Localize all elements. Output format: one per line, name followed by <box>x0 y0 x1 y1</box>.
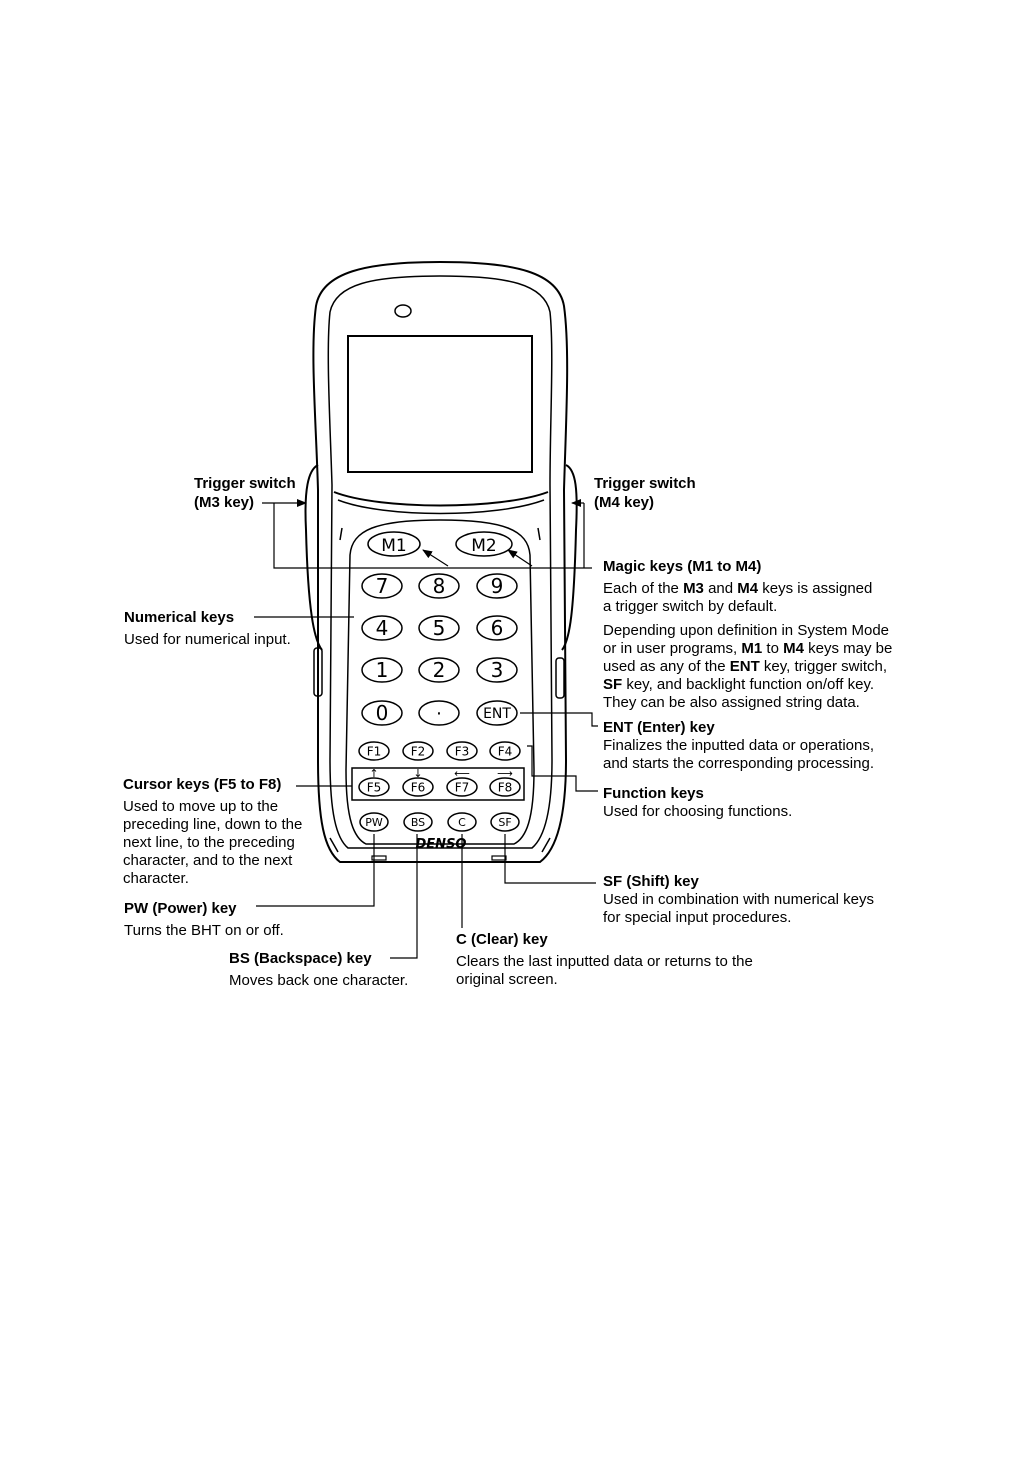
sf-key-desc-1: Used in combination with numerical keys <box>603 891 874 908</box>
fn-key-f3[interactable] <box>447 742 477 760</box>
fn-key-f3-label: F3 <box>454 744 470 759</box>
cursor-key-f7[interactable] <box>447 778 477 796</box>
num-key-dot-label: · <box>436 703 442 725</box>
cursor-keys-desc-3: next line, to the preceding <box>123 834 295 851</box>
brand-logo: DENSO <box>415 837 467 852</box>
num-key-2-label: 2 <box>432 658 446 683</box>
magic-keys-desc-2: a trigger switch by default. <box>603 598 778 615</box>
magic-keys-desc-7: They can be also assigned string data. <box>603 694 860 711</box>
cursor-key-f7-label: F7 <box>454 780 470 795</box>
bottom-key-bs[interactable] <box>404 813 432 831</box>
cursor-key-f8[interactable] <box>490 778 520 796</box>
magic-keys-desc-1: Each of the M3 and M4 keys is assigned <box>603 580 873 597</box>
bs-key-desc: Moves back one character. <box>229 972 409 989</box>
trigger-right-subtitle: (M4 key) <box>594 494 655 511</box>
num-key-2[interactable] <box>419 658 459 682</box>
num-key-4-label: 4 <box>375 616 389 641</box>
num-key-0[interactable] <box>362 701 402 725</box>
display-screen <box>348 336 532 472</box>
ent-key-desc-2: and starts the corresponding processing. <box>603 755 874 772</box>
num-key-ent-label: ENT <box>483 706 511 723</box>
magic-keys-desc-5: used as any of the ENT key, trigger switch, <box>603 658 888 675</box>
num-key-3-label: 3 <box>490 658 504 683</box>
bottom-keys-row <box>360 813 519 831</box>
cursor-keys-desc-1: Used to move up to the <box>123 798 279 815</box>
magic-keys-title: Magic keys (M1 to M4) <box>603 558 762 575</box>
fn-key-f2-label: F2 <box>410 744 426 759</box>
ent-key-title: ENT (Enter) key <box>603 719 715 736</box>
num-key-5[interactable] <box>419 616 459 640</box>
fn-key-f4[interactable] <box>490 742 520 760</box>
cursor-key-f6[interactable] <box>403 778 433 796</box>
cursor-keys-desc-5: character. <box>123 870 189 887</box>
bottom-key-c[interactable] <box>448 813 476 831</box>
magic-keys-desc-4: or in user programs, M1 to M4 keys may be <box>603 640 893 657</box>
num-key-7[interactable] <box>362 574 402 598</box>
function-keys-title: Function keys <box>603 785 704 802</box>
num-key-1-label: 1 <box>375 658 389 683</box>
fn-key-f1[interactable] <box>359 742 389 760</box>
sf-key-desc-2: for special input procedures. <box>603 909 792 926</box>
function-keys-desc: Used for choosing functions. <box>603 803 793 820</box>
bottom-key-pw[interactable] <box>360 813 388 831</box>
cursor-keys-desc-2: preceding line, down to the <box>123 816 303 833</box>
num-key-6-label: 6 <box>490 616 504 641</box>
clear-key-desc-2: original screen. <box>456 971 558 988</box>
arrow-up-icon: ↑ <box>369 767 379 780</box>
num-key-9-label: 9 <box>490 574 504 599</box>
bs-key-title: BS (Backspace) key <box>229 950 372 967</box>
magic-key-m1[interactable] <box>368 532 420 556</box>
clear-key-desc-1: Clears the last inputted data or returns to the <box>456 953 753 970</box>
fn-key-f1-label: F1 <box>366 744 382 759</box>
clear-key-title: C (Clear) key <box>456 931 548 948</box>
leader-lines <box>254 503 598 958</box>
numerical-keys-title: Numerical keys <box>124 609 235 626</box>
cursor-key-f6-label: F6 <box>410 780 426 795</box>
trigger-right-title: Trigger switch <box>594 475 696 492</box>
cursor-key-f5-label: F5 <box>366 780 382 795</box>
pw-key-title: PW (Power) key <box>124 900 237 917</box>
sensor-icon <box>395 305 411 317</box>
num-key-8[interactable] <box>419 574 459 598</box>
magic-keys-desc-3: Depending upon definition in System Mode <box>603 622 890 639</box>
magic-key-m1-label: M1 <box>381 536 407 556</box>
ent-key-desc-1: Finalizes the inputted data or operations, <box>603 737 875 754</box>
function-keys-row <box>359 742 520 760</box>
cursor-key-f8-label: F8 <box>497 780 513 795</box>
fn-key-f4-label: F4 <box>497 744 513 759</box>
magic-key-m2[interactable] <box>456 532 512 556</box>
arrow-left-icon: ⟵ <box>454 767 470 780</box>
cursor-key-f5[interactable] <box>359 778 389 796</box>
num-key-8-label: 8 <box>432 574 446 599</box>
trigger-left-title: Trigger switch <box>194 475 296 492</box>
bottom-key-sf-label: SF <box>498 815 512 829</box>
pw-key-desc: Turns the BHT on or off. <box>124 922 284 939</box>
cursor-keys-row <box>359 767 520 796</box>
num-key-9[interactable] <box>477 574 517 598</box>
num-key-dot[interactable] <box>419 701 459 725</box>
num-key-6[interactable] <box>477 616 517 640</box>
num-key-0-label: 0 <box>375 701 389 726</box>
cursor-keys-desc-4: character, and to the next <box>123 852 293 869</box>
num-key-5-label: 5 <box>432 616 446 641</box>
bottom-key-c-label: C <box>458 815 466 829</box>
num-key-7-label: 7 <box>375 574 389 599</box>
trigger-left-subtitle: (M3 key) <box>194 494 255 511</box>
arrow-right-icon: ⟶ <box>497 767 513 780</box>
magic-keys-desc-6: SF key, and backlight function on/off key. <box>603 676 874 693</box>
num-key-1[interactable] <box>362 658 402 682</box>
magic-key-m2-label: M2 <box>471 536 497 556</box>
num-key-ent[interactable] <box>477 701 517 725</box>
numerical-keys-desc: Used for numerical input. <box>124 631 291 648</box>
arrow-down-icon: ↓ <box>413 767 423 780</box>
cursor-keys-title: Cursor keys (F5 to F8) <box>123 776 282 793</box>
sf-key-title: SF (Shift) key <box>603 873 699 890</box>
bottom-key-bs-label: BS <box>410 815 426 829</box>
numerical-keypad <box>362 574 517 725</box>
bottom-key-sf[interactable] <box>491 813 519 831</box>
bottom-key-pw-label: PW <box>365 815 383 829</box>
fn-key-f2[interactable] <box>403 742 433 760</box>
num-key-3[interactable] <box>477 658 517 682</box>
num-key-4[interactable] <box>362 616 402 640</box>
